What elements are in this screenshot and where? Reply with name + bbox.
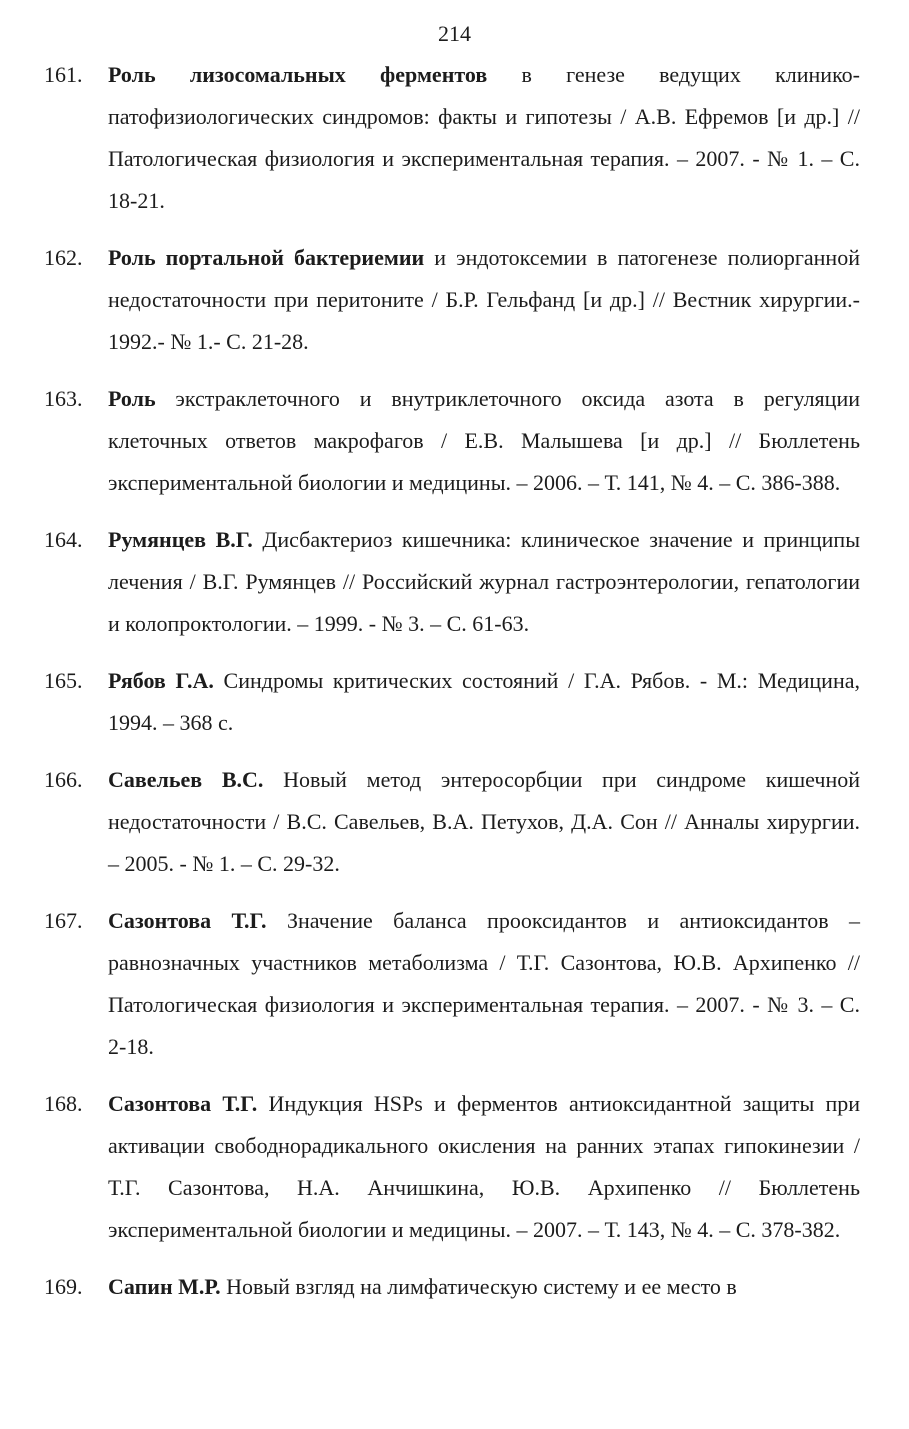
reference-text <box>108 900 860 1068</box>
reference-number: 169. <box>44 1274 83 1299</box>
reference-entry <box>0 378 909 504</box>
reference-text <box>108 660 860 744</box>
reference-body: Новый метод энтеросорбции при синдроме кишечной недостаточности / В.С. Савельев, В.А. Петухов, Д.А. Сон // Анналы хирургии. – 2005. - № 1. – С. 29-32. <box>108 767 860 876</box>
reference-entry <box>0 519 909 645</box>
reference-body: Дисбактериоз кишечника: клиническое значение и принципы лечения / В.Г. Румянцев // Российский журнал гастроэнтерологии, гепатологии и колопроктологии. – 1999. - № 3. – С. 61-63. <box>108 527 860 636</box>
reference-list <box>0 54 909 1323</box>
reference-author: Роль портальной бактериемии <box>108 245 425 270</box>
reference-number: 166. <box>44 767 83 792</box>
reference-author: Роль <box>108 386 156 411</box>
reference-number: 161. <box>44 62 83 87</box>
page-number: 214 <box>438 21 471 46</box>
reference-number: 165. <box>44 668 83 693</box>
reference-body: в генезе ведущих клинико-патофизиологических синдромов: факты и гипотезы / А.В. Ефремов [и др.] // Патологическая физиология и экспериментальная терапия. – 2007. - № 1. – С. 18-21. <box>108 62 860 213</box>
reference-author: Роль лизосомальных ферментов <box>108 62 488 87</box>
reference-number: 167. <box>44 908 83 933</box>
reference-body: Индукция HSPs и ферментов антиоксидантной защиты при активации свободнорадикального окисления на ранних этапах гипокинезии / Т.Г. Сазонтова, Н.А. Анчишкина, Ю.В. Архипенко // Бюллетень экспериментальной биологии и медицины. – 2007. – Т. 143, № 4. – С. 378-382. <box>108 1091 860 1242</box>
reference-number: 164. <box>44 527 83 552</box>
reference-body: Новый взгляд на лимфатическую систему и ее место в <box>220 1274 737 1299</box>
reference-entry <box>0 1266 909 1308</box>
reference-author: Сазонтова Т.Г. <box>108 908 267 933</box>
reference-author: Рябов Г.А. <box>108 668 214 693</box>
reference-body: Значение баланса прооксидантов и антиоксидантов – равнозначных участников метаболизма / Т.Г. Сазонтова, Ю.В. Архипенко // Патологическая физиология и экспериментальная терапия. – 2007. - № 3. – С. 2-18. <box>108 908 860 1059</box>
reference-body: Синдромы критических состояний / Г.А. Рябов. - М.: Медицина, 1994. – 368 с. <box>108 668 860 735</box>
reference-author: Савельев В.С. <box>108 767 264 792</box>
reference-number: 168. <box>44 1091 83 1116</box>
reference-entry <box>0 900 909 1068</box>
reference-text <box>108 1083 860 1251</box>
reference-number: 163. <box>44 386 83 411</box>
reference-text <box>108 237 860 363</box>
reference-entry <box>0 759 909 885</box>
reference-text <box>108 759 860 885</box>
reference-author: Сапин М.Р. <box>108 1274 221 1299</box>
reference-text <box>108 378 860 504</box>
reference-entry <box>0 1083 909 1251</box>
reference-text <box>108 1266 860 1308</box>
reference-body: и эндотоксемии в патогенезе полиорганной недостаточности при перитоните / Б.Р. Гельфанд [и др.] // Вестник хирургии.- 1992.- № 1.- С. 21-28. <box>108 245 860 354</box>
reference-author: Румянцев В.Г. <box>108 527 253 552</box>
reference-text <box>108 54 860 222</box>
reference-entry <box>0 660 909 744</box>
reference-author: Сазонтова Т.Г. <box>108 1091 258 1116</box>
reference-entry <box>0 54 909 222</box>
reference-entry <box>0 237 909 363</box>
reference-body: экстраклеточного и внутриклеточного оксида азота в регуляции клеточных ответов макрофагов / Е.В. Малышева [и др.] // Бюллетень экспериментальной биологии и медицины. – 2006. – Т. 141, № 4. – С. 386-388. <box>108 386 860 495</box>
reference-number: 162. <box>44 245 83 270</box>
reference-text <box>108 519 860 645</box>
